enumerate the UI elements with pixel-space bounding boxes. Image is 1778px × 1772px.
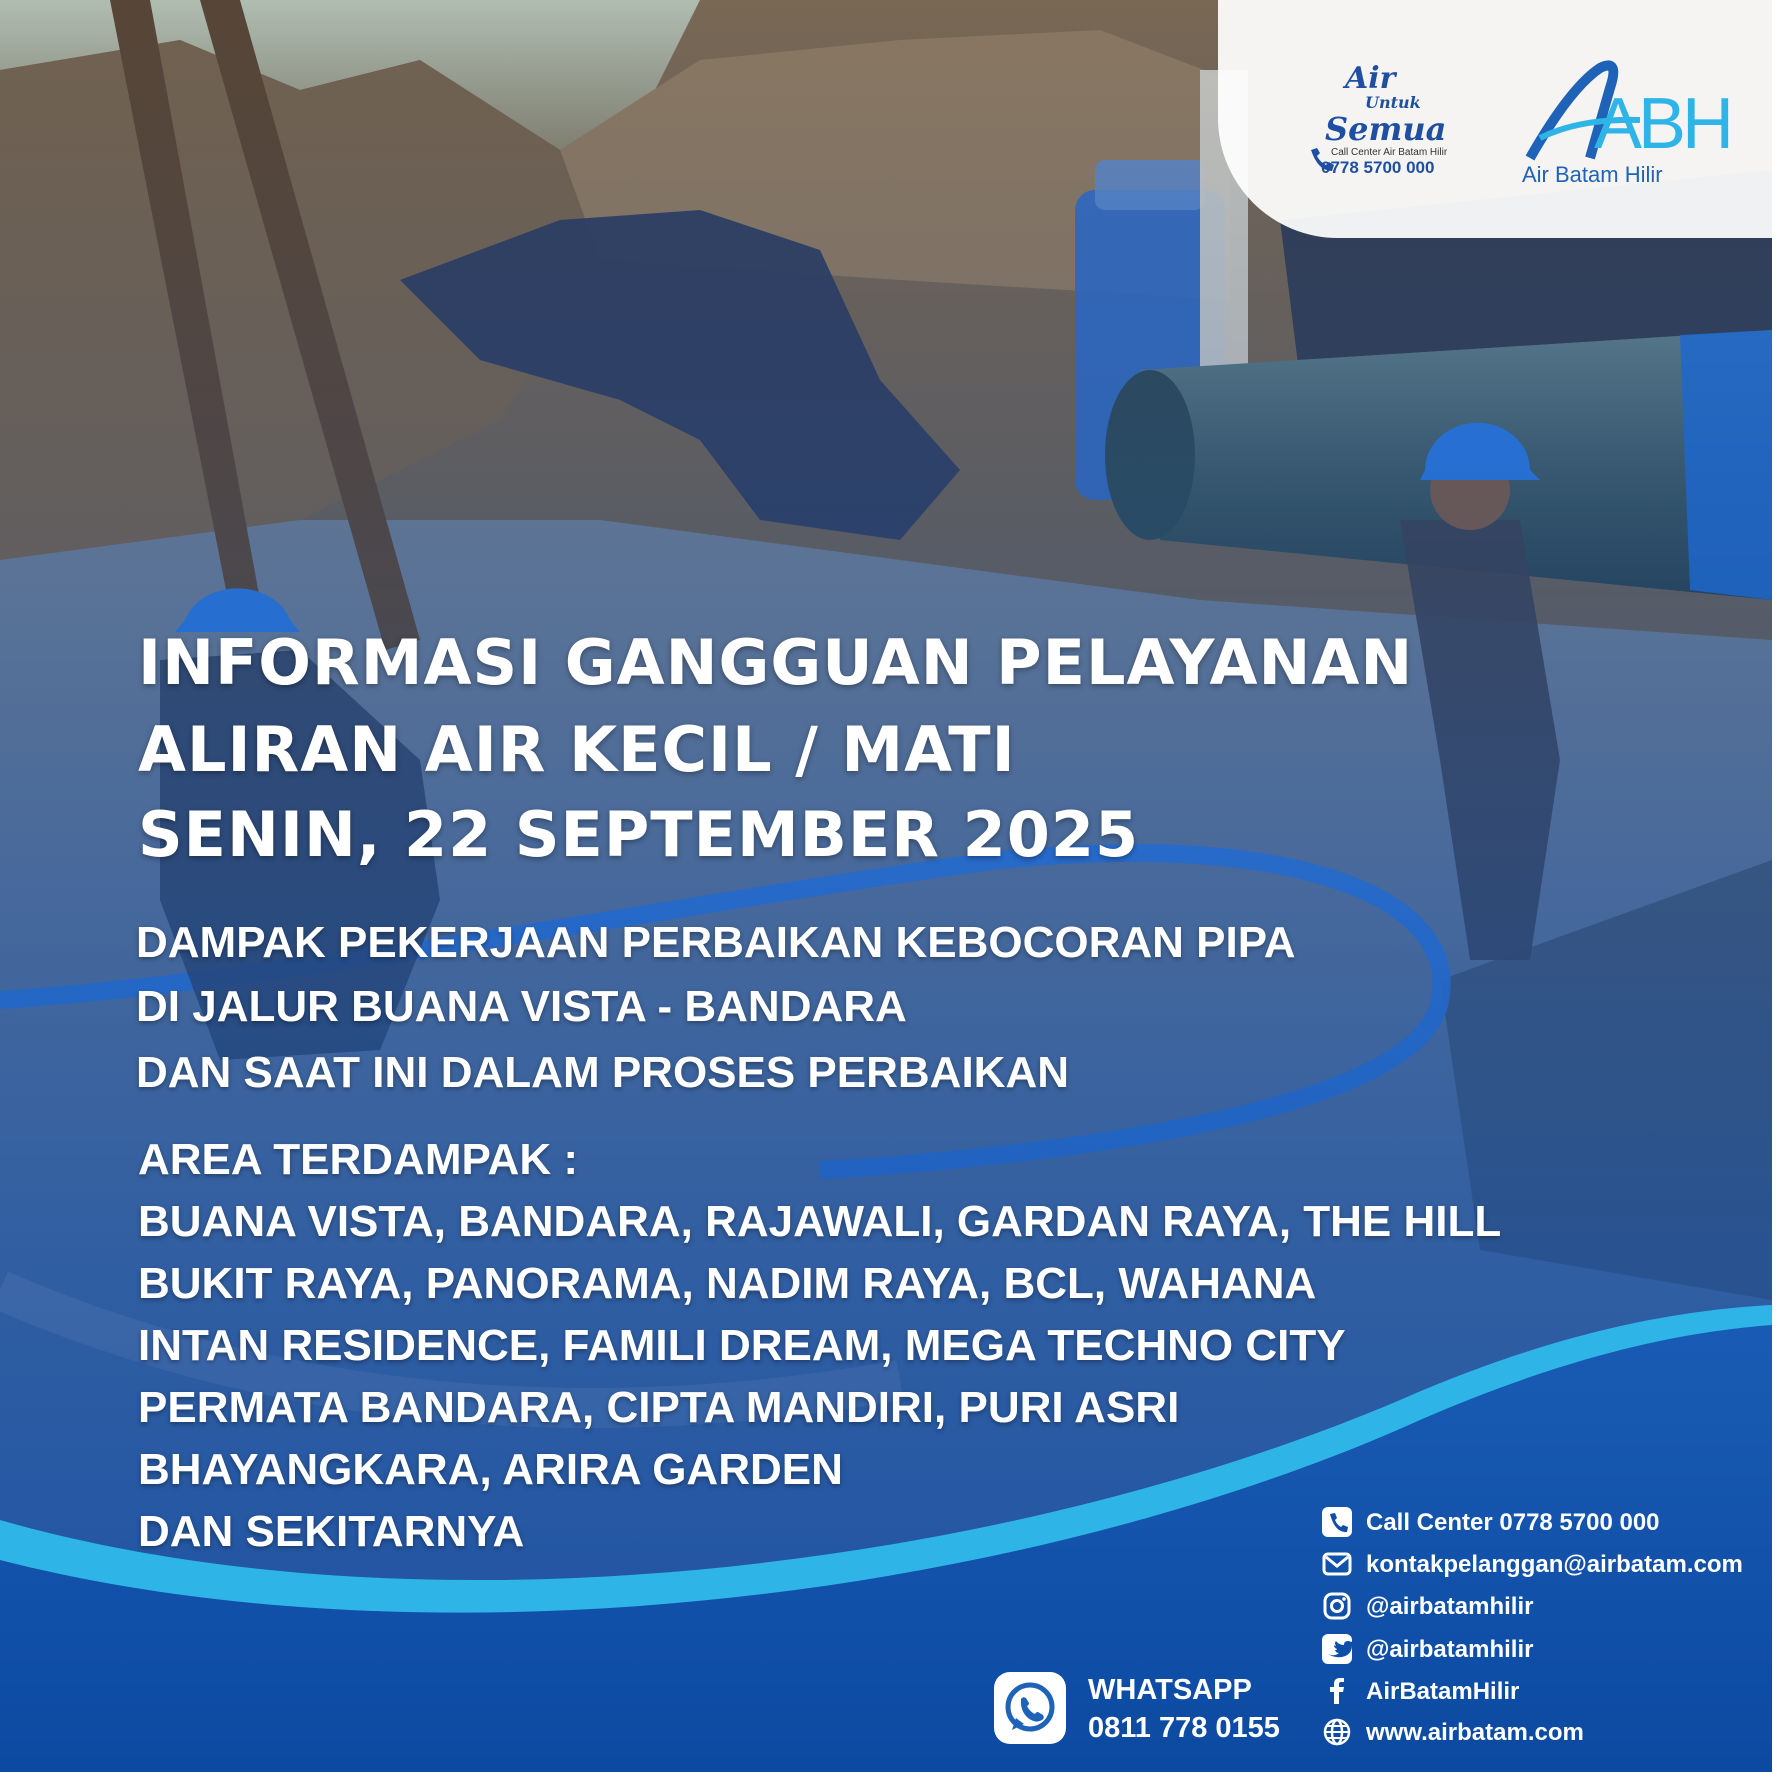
whatsapp-label: WHATSAPP — [1088, 1674, 1252, 1706]
whatsapp-icon[interactable] — [994, 1672, 1066, 1744]
slogan-untuk: Untuk — [1365, 93, 1421, 112]
affected-area-line: INTAN RESIDENCE, FAMILI DREAM, MEGA TECHNO CITY — [138, 1321, 1346, 1370]
contact-instagram[interactable]: @airbatamhilir — [1366, 1593, 1534, 1620]
contact-twitter[interactable]: @airbatamhilir — [1366, 1636, 1534, 1663]
contact-email[interactable]: kontakpelanggan@airbatam.com — [1366, 1551, 1743, 1578]
callcenter-number: 0778 5700 000 — [1321, 158, 1435, 177]
description-line-1: DAMPAK PEKERJAAN PERBAIKAN KEBOCORAN PIPA — [136, 918, 1296, 967]
heading-line-3: SENIN, 22 SEPTEMBER 2025 — [138, 798, 1140, 871]
affected-area-line: BUKIT RAYA, PANORAMA, NADIM RAYA, BCL, WAHANA — [138, 1259, 1317, 1308]
facebook-icon — [1322, 1676, 1352, 1706]
affected-area-line: PERMATA BANDARA, CIPTA MANDIRI, PURI ASRI — [138, 1383, 1180, 1432]
air-untuk-semua-logo — [1303, 58, 1483, 188]
description-line-3: DAN SAAT INI DALAM PROSES PERBAIKAN — [136, 1048, 1070, 1097]
globe-icon — [1322, 1717, 1352, 1747]
contact-phone[interactable]: Call Center 0778 5700 000 — [1366, 1509, 1660, 1536]
phone-icon — [1322, 1507, 1352, 1537]
abh-logo — [1510, 58, 1731, 188]
callcenter-caption: Call Center Air Batam Hilir — [1331, 147, 1448, 158]
instagram-icon — [1322, 1591, 1352, 1621]
affected-area-label: AREA TERDAMPAK : — [138, 1135, 578, 1184]
heading-line-2: ALIRAN AIR KECIL / MATI — [138, 713, 1016, 786]
abh-letters: ABH — [1594, 84, 1731, 164]
contact-website[interactable]: www.airbatam.com — [1366, 1719, 1584, 1746]
mail-icon — [1322, 1549, 1352, 1579]
heading-line-1: INFORMASI GANGGUAN PELAYANAN — [138, 626, 1414, 699]
affected-area-line: BUANA VISTA, BANDARA, RAJAWALI, GARDAN RAYA, THE HILL — [138, 1197, 1502, 1246]
abh-brand-name: Air Batam Hilir — [1522, 162, 1663, 187]
twitter-icon — [1322, 1634, 1352, 1664]
slogan-air: Air — [1345, 61, 1396, 96]
affected-area-line: DAN SEKITARNYA — [138, 1507, 525, 1556]
description-line-2: DI JALUR BUANA VISTA - BANDARA — [136, 982, 907, 1031]
logo-card — [1218, 0, 1778, 238]
whatsapp-number[interactable]: 0811 778 0155 — [1088, 1712, 1280, 1744]
slogan-semua: Semua — [1325, 110, 1447, 148]
contact-facebook[interactable]: AirBatamHilir — [1366, 1678, 1520, 1705]
affected-area-line: BHAYANGKARA, ARIRA GARDEN — [138, 1445, 843, 1494]
